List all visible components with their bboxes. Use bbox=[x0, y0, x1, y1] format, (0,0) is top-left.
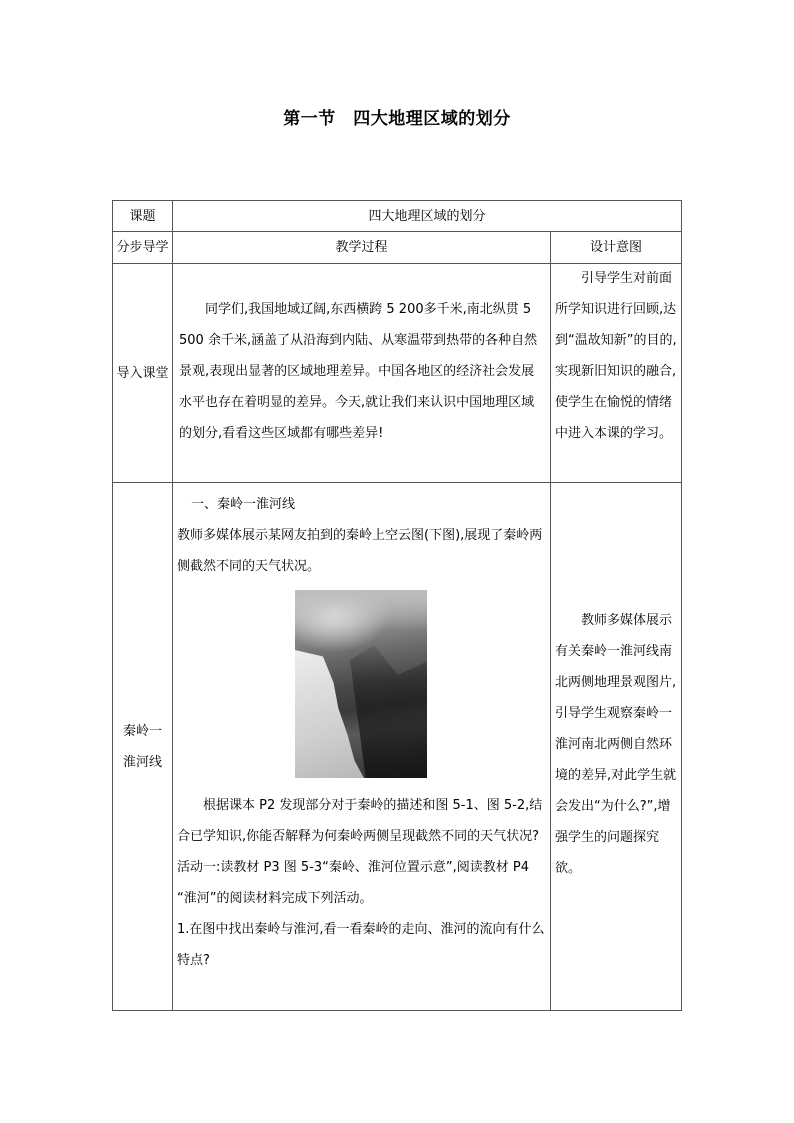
col-divider bbox=[172, 201, 173, 1010]
qinling-paragraph-2: 根据课本 P2 发现部分对于秦岭的描述和图 5-1、图 5-2,结合已学知识,你能否解释为何秦岭两侧呈现截然不同的天气状况? bbox=[177, 798, 543, 844]
intro-process-cell bbox=[179, 294, 547, 449]
col-divider bbox=[550, 231, 551, 1010]
course-label: 课题 bbox=[129, 208, 156, 224]
qinling-cloud-photo bbox=[295, 590, 427, 778]
intro-intent-text: 引导学生对前面所学知识进行回顾,达到“温故知新”的目的,实现新旧知识的融合,使学生在愉悦的情绪中进入本课的学习。 bbox=[555, 271, 677, 441]
qinling-intent-text: 教师多媒体展示有关秦岭一淮河线南北两侧地理景观图片,引导学生观察秦岭一淮河南北两侧自然环境的差异,对此学生就会发出“为什么?”,增强学生的问题探究欲。 bbox=[555, 613, 677, 876]
header-process: 教学过程 bbox=[335, 240, 388, 255]
qinling-paragraph-3: 活动一:读教材 P3 图 5-3“秦岭、淮河位置示意”,阅读教材 P4 “淮河”的阅读材料完成下列活动。 bbox=[177, 860, 529, 906]
qinling-label-line2: 淮河线 bbox=[122, 754, 162, 770]
qinling-intent-cell bbox=[555, 605, 679, 884]
intro-intent-cell bbox=[555, 263, 679, 449]
qinling-label bbox=[113, 483, 172, 1010]
qinling-paragraph-4: 1.在图中找出秦岭与淮河,看一看秦岭的走向、淮河的流向有什么特点? bbox=[177, 922, 545, 968]
lesson-table bbox=[112, 200, 682, 1011]
header-steps: 分步导学 bbox=[116, 240, 169, 255]
photo-haze bbox=[295, 590, 427, 630]
page-title: 第一节 四大地理区域的划分 bbox=[283, 109, 511, 129]
intro-label: 导入课堂 bbox=[116, 365, 169, 381]
qinling-heading: 一、秦岭一淮河线 bbox=[191, 497, 296, 512]
intro-process-text: 同学们,我国地域辽阔,东西横跨 5 200多千米,南北纵贯 5 500 余千米,涵盖了从沿海到内陆、从寒温带到热带的各种自然景观,表现出显著的区域地理差异。中国各地区的经济社会发展水平也存在着明显的差异。今天,就让我们来认识中国地理区域的划分,看看这些区域都有哪些差异! bbox=[179, 302, 538, 441]
photo-mountain-ridge bbox=[350, 630, 427, 778]
qinling-label-line1: 秦岭一 bbox=[122, 723, 162, 739]
qinling-process-bottom bbox=[177, 790, 547, 976]
row-divider bbox=[113, 482, 681, 483]
qinling-process-top bbox=[177, 489, 547, 582]
qinling-paragraph-1: 教师多媒体展示某网友拍到的秦岭上空云图(下图),展现了秦岭两侧截然不同的天气状况。 bbox=[177, 528, 543, 574]
course-value: 四大地理区域的划分 bbox=[368, 208, 486, 224]
header-intent: 设计意图 bbox=[589, 240, 642, 255]
